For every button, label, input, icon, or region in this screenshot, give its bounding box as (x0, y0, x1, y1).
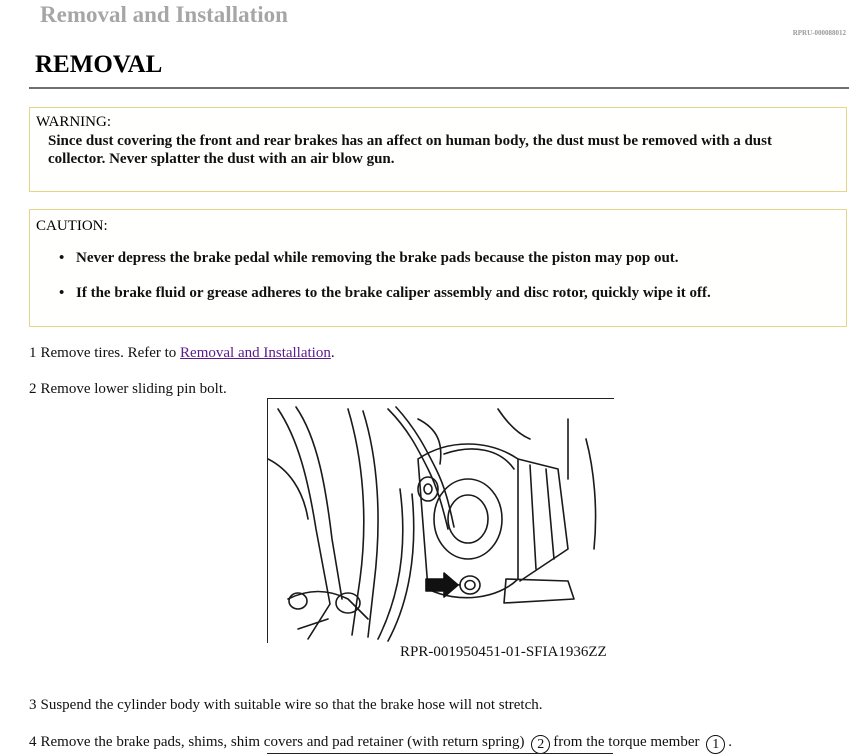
step-number: 3 (29, 697, 37, 713)
warning-label: WARNING: (36, 114, 111, 130)
caution-box (29, 209, 847, 327)
ref-number-2: 2 (531, 735, 550, 754)
section-divider (29, 87, 849, 89)
step-text: Remove tires. Refer to (40, 345, 177, 361)
step-3 (29, 697, 542, 714)
warning-box (29, 107, 847, 192)
section-title: REMOVAL (35, 51, 163, 78)
step-text-mid: from the torque member (553, 734, 700, 750)
step-4 (29, 734, 732, 754)
ref-number-1: 1 (706, 735, 725, 754)
step-text-end: . (728, 734, 732, 750)
removal-installation-link[interactable]: Removal and Installation (180, 345, 331, 361)
step-number: 2 (29, 381, 37, 397)
brake-caliper-illustration-icon (268, 399, 614, 643)
figure-top-border (267, 753, 613, 754)
caution-item: • Never depress the brake pedal while removing the brake pads because the piston may pop out. (76, 250, 679, 267)
step-number: 4 (29, 734, 37, 750)
caution-item: • If the brake fluid or grease adheres to the brake caliper assembly and disc rotor, quickly wipe it off. (76, 285, 711, 302)
step-number: 1 (29, 345, 37, 361)
step-text: Suspend the cylinder body with suitable wire so that the brake hose will not stretch. (40, 697, 543, 713)
brake-caliper-figure (267, 398, 614, 643)
step-text: Remove the brake pads, shims, shim covers and pad retainer (with return spring) (40, 734, 525, 750)
warning-text: Since dust covering the front and rear brakes has an affect on human body, the dust must be removed with a dust collector. Never splatter the dust with an air blow gun. (48, 133, 772, 167)
figure-caption: RPR-001950451-01-SFIA1936ZZ (400, 644, 607, 660)
document-id: RPRU-000088012 (792, 29, 846, 37)
step-2 (29, 381, 227, 398)
step-text: Remove lower sliding pin bolt. (40, 381, 227, 397)
caution-list (30, 210, 846, 326)
caution-label: CAUTION: (36, 218, 108, 234)
step-1 (29, 345, 335, 362)
step-text-end: . (330, 345, 335, 361)
page-title: Removal and Installation (40, 2, 288, 27)
